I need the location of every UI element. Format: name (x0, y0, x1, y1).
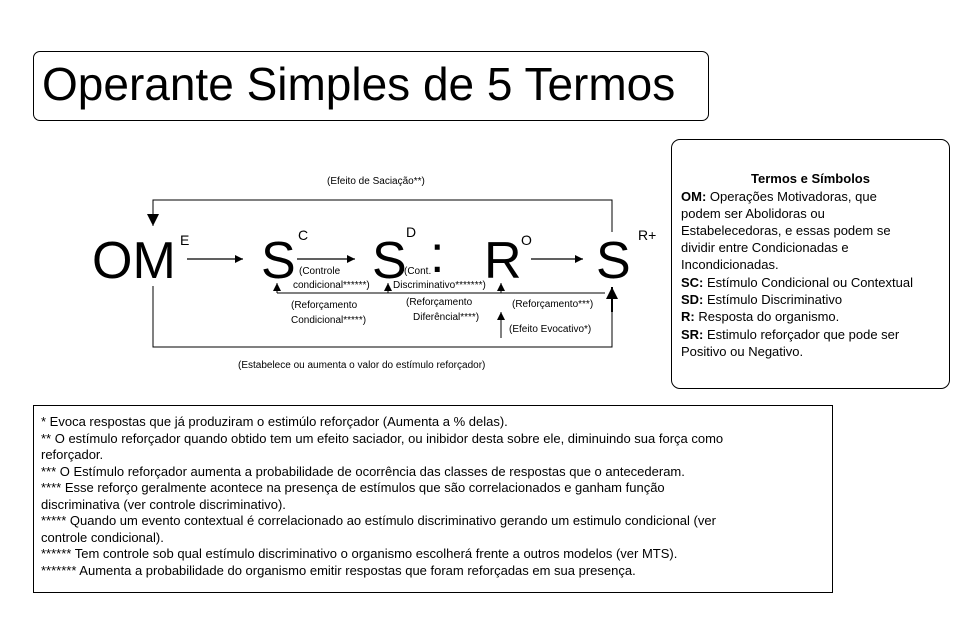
arrow-saciacao (153, 200, 612, 232)
label-ref: (Reforçamento***) (512, 299, 594, 310)
legend-box (671, 139, 950, 389)
label-ref-cond-2: Condicional*****) (291, 315, 367, 326)
label-saciacao: (Efeito de Saciação**) (327, 176, 425, 187)
term-sr-sup: R+ (638, 227, 657, 243)
label-controle-2: condicional******) (293, 280, 370, 291)
legend-text: podem ser Abolidoras ou (681, 206, 825, 221)
legend-abbr: SR: (681, 327, 704, 342)
note-line: controle condicional). (41, 530, 164, 545)
term-colon: : (430, 226, 445, 284)
note-line: ****** Tem controle sob qual estímulo discriminativo o organismo escolherá frente a outros modelos (ver MTS). (41, 546, 678, 561)
note-line: discriminativa (ver controle discriminativo). (41, 497, 286, 512)
legend-line (681, 256, 779, 273)
term-sc: S (261, 232, 296, 290)
term-r-sup: O (521, 232, 532, 248)
note-line: *** O Estímulo reforçador aumenta a probabilidade de ocorrência das classes de respostas que o antecederam. (41, 464, 685, 479)
label-ref-cond-1: (Reforçamento (291, 300, 358, 311)
label-ref-dif-1: (Reforçamento (406, 297, 473, 308)
legend-text: Estabelecedoras, e essas podem se (681, 223, 891, 238)
note-line: **** Esse reforço geralmente acontece na presença de estímulos que são correlacionados e ganham função (41, 480, 665, 495)
term-om: OM (92, 232, 176, 290)
term-sc-sup: C (298, 227, 309, 243)
legend-line (681, 326, 899, 343)
legend-line (681, 343, 803, 360)
legend-text: Operações Motivadoras, que (709, 189, 877, 204)
legend-abbr: OM: (681, 189, 707, 204)
note-line: ******* Aumenta a probabilidade do organismo emitir respostas que foram reforçadas em sua presença. (41, 563, 636, 578)
term-r: R (484, 232, 522, 290)
note-line: ***** Quando um evento contextual é correlacionado ao estímulo discriminativo gerando um estimulo condicional (ver (41, 513, 716, 528)
legend-abbr: R: (681, 309, 695, 324)
legend-abbr: SD: (681, 292, 704, 307)
term-sr: S (596, 232, 631, 290)
note-line: ** O estímulo reforçador quando obtido tem um efeito saciador, ou inibidor desta sobre ele, diminuindo sua força como (41, 431, 724, 446)
legend-text: dividir entre Condicionadas e (681, 240, 849, 255)
legend-line (681, 188, 877, 205)
label-controle-1: (Controle (299, 266, 341, 277)
legend-line (681, 222, 891, 239)
label-ref-dif-2: Diferêncial****) (413, 312, 480, 323)
term-om-sup: E (180, 232, 190, 248)
page-title: Operante Simples de 5 Termos (42, 58, 676, 110)
legend-line (681, 239, 849, 256)
legend-line (681, 205, 825, 222)
line-estabelece (153, 286, 612, 347)
legend-line (681, 274, 913, 291)
legend-title: Termos e Símbolos (751, 171, 870, 186)
note-line: reforçador. (41, 447, 104, 462)
label-cont-1: (Cont. (404, 266, 432, 277)
legend-text: Estímulo Discriminativo (707, 292, 843, 307)
legend-text: Incondicionadas. (681, 257, 779, 272)
term-sd-sup: D (406, 224, 417, 240)
legend-text: Resposta do organismo. (698, 309, 840, 324)
note-line: * Evoca respostas que já produziram o estimúlo reforçador (Aumenta a % delas). (41, 414, 508, 429)
legend-text: Positivo ou Negativo. (681, 344, 804, 359)
legend-line (681, 308, 839, 325)
legend-line (681, 291, 842, 308)
label-evocativo: (Efeito Evocativo*) (509, 324, 592, 335)
label-cont-2: Discriminativo*******) (393, 280, 486, 291)
legend-text: Estimulo reforçador que pode ser (707, 327, 900, 342)
label-estabelece: (Estabelece ou aumenta o valor do estímulo reforçador) (238, 360, 486, 371)
legend-abbr: SC: (681, 275, 704, 290)
term-sd: S (372, 232, 407, 290)
legend-text: Estímulo Condicional ou Contextual (707, 275, 913, 290)
notes-box (33, 405, 833, 593)
